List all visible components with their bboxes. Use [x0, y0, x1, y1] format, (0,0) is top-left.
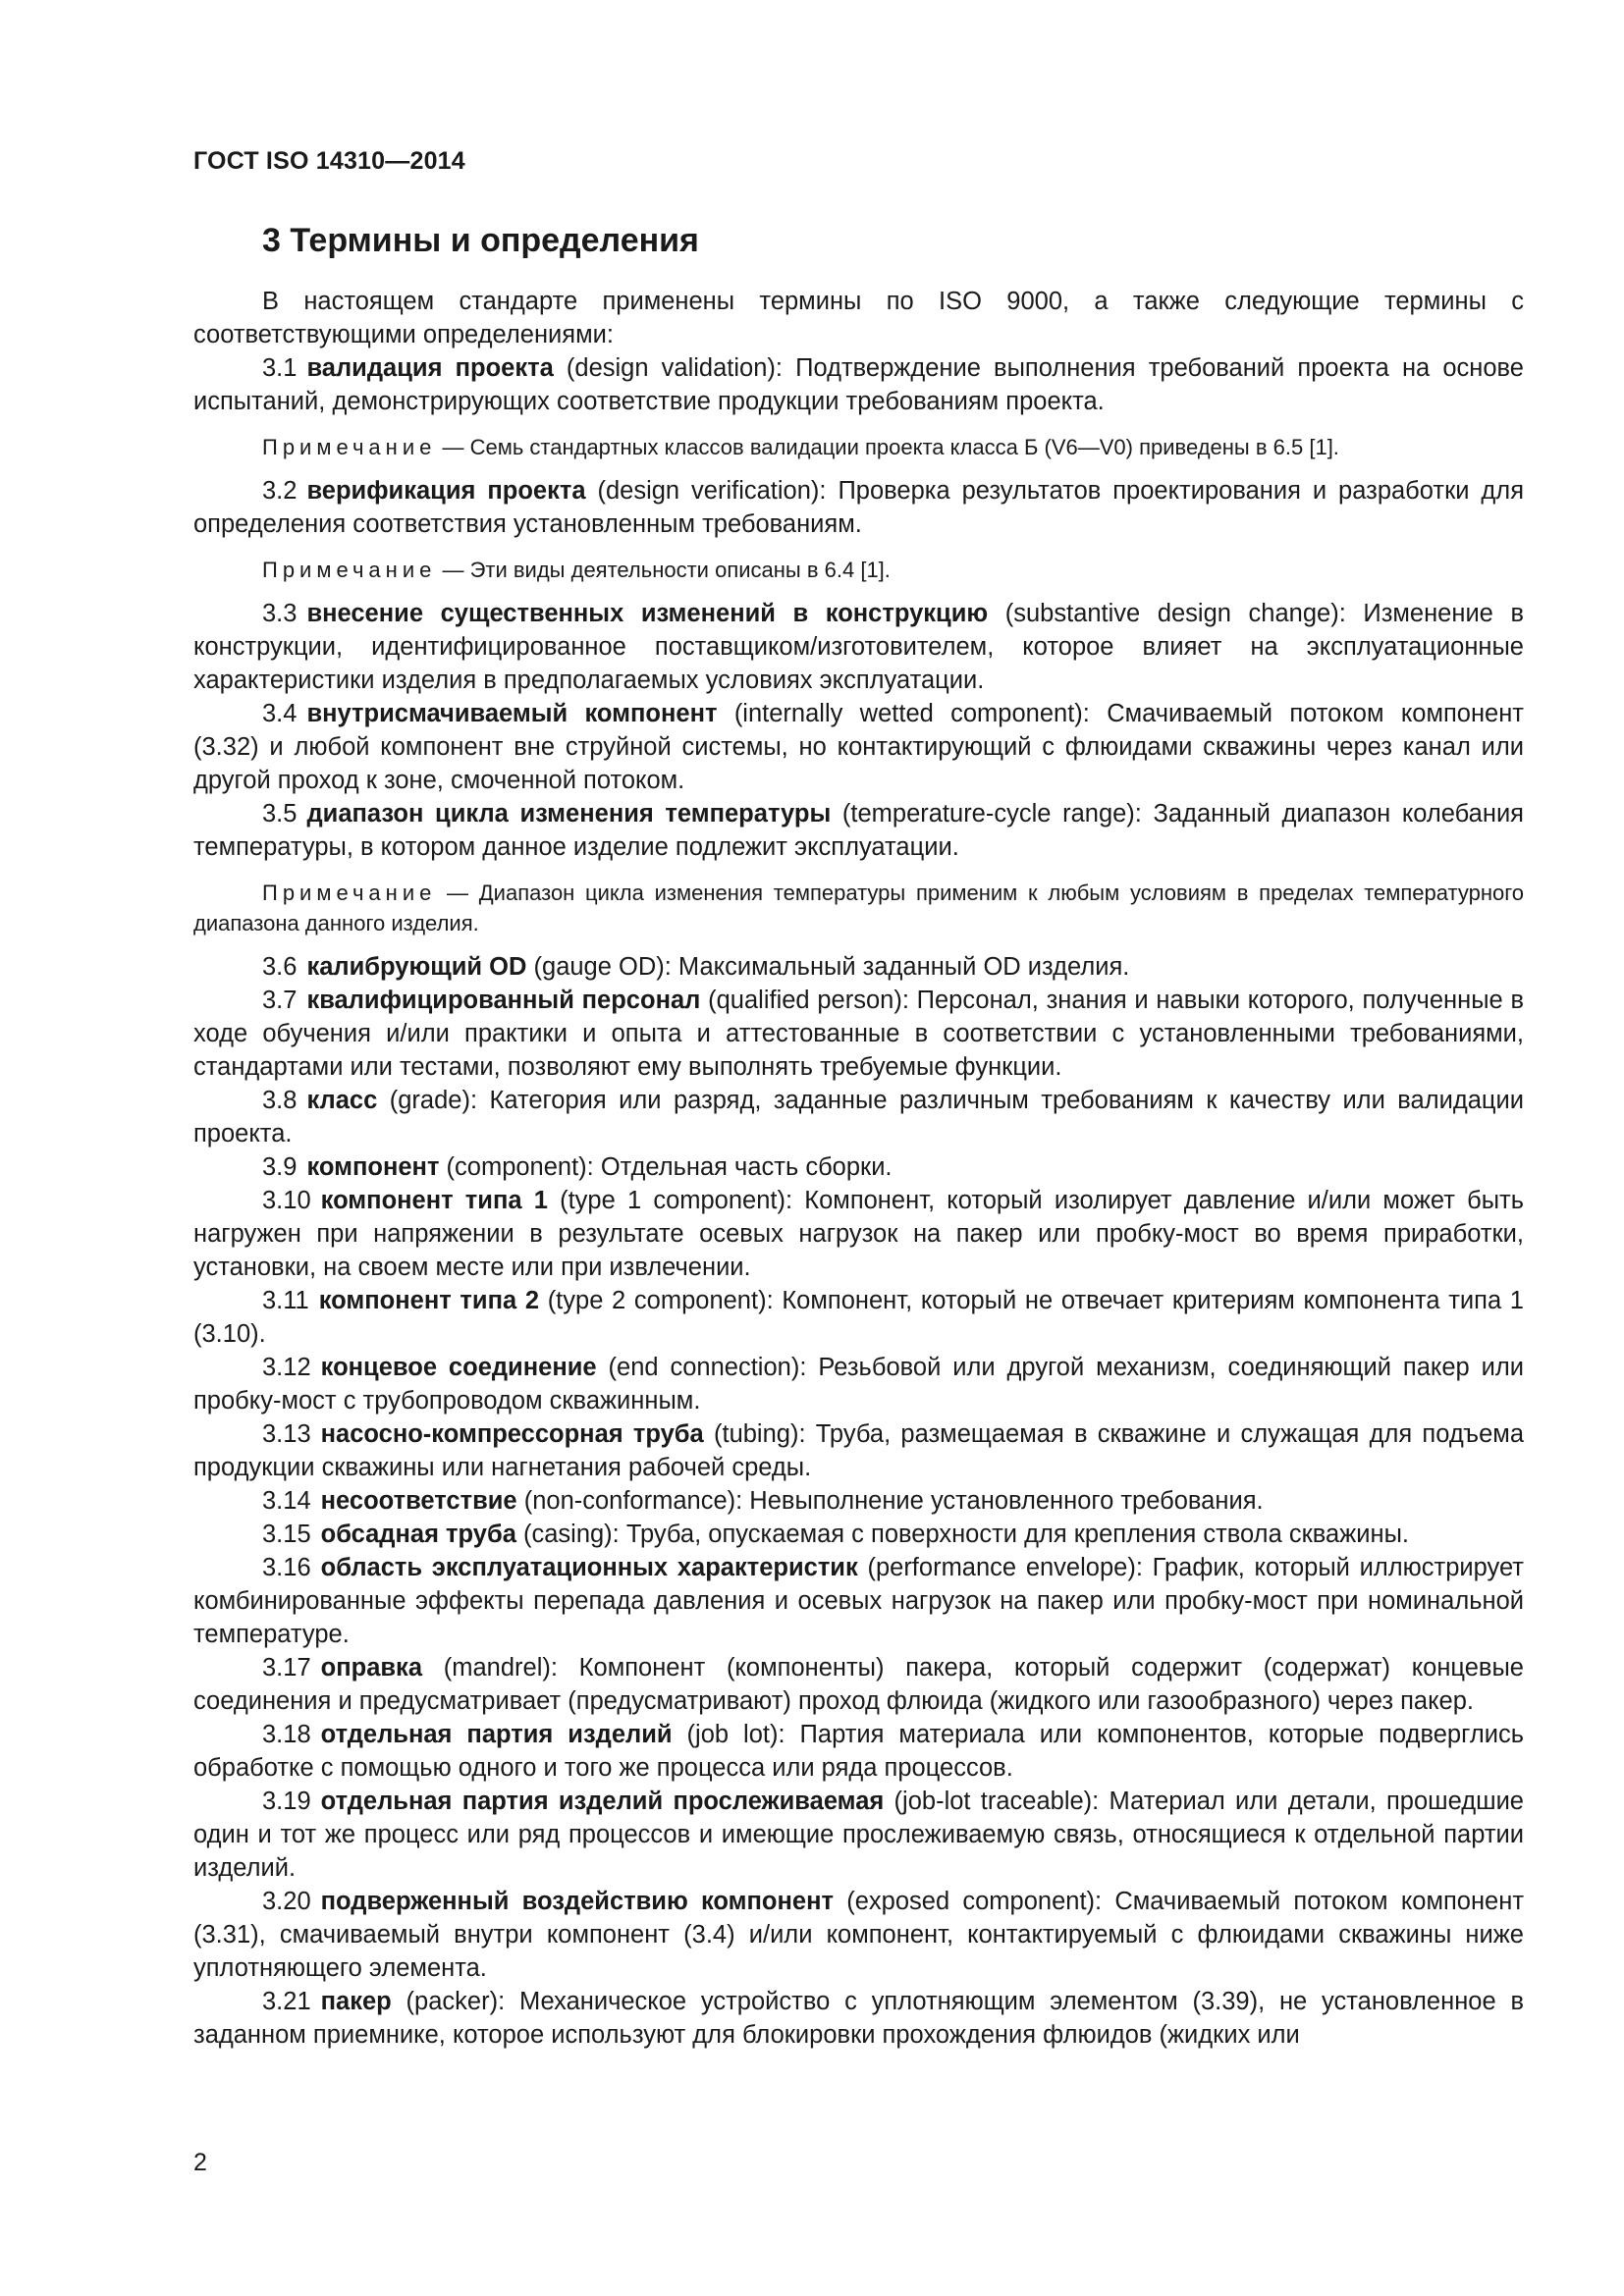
- entry-definition: (non-conformance): Невыполнение установленного требования.: [516, 1487, 1264, 1515]
- entry-number: 3.4: [262, 700, 298, 727]
- entry-number: 3.6: [262, 953, 298, 981]
- definition-entry: [193, 1518, 1524, 1551]
- entry-definition: (gauge OD): Максимальный заданный OD изделия.: [526, 953, 1130, 981]
- entry-term: калибрующий OD: [306, 953, 527, 981]
- entry-definition: (temperature-cycle range): Заданный диапазон колебания температуры, в котором данное изделие подлежит эксплуатации.: [193, 800, 1524, 861]
- document-code-header: ГОСТ ISO 14310—2014: [193, 147, 465, 175]
- section-title: 3 Термины и определения: [262, 222, 699, 259]
- entry-number: 3.17: [262, 1654, 311, 1682]
- entry-number: 3.12: [262, 1354, 311, 1381]
- entry-term: компонент типа 2: [318, 1287, 540, 1314]
- entry-term: несоответствие: [320, 1487, 517, 1515]
- entry-term: оправка: [320, 1654, 422, 1682]
- definition-entry: [193, 1551, 1524, 1651]
- entry-term: подверженный воздействию компонент: [320, 1888, 834, 1915]
- entry-term: диапазон цикла изменения температуры: [306, 800, 832, 828]
- entry-number: 3.8: [262, 1087, 298, 1114]
- entry-definition: (performance envelope): График, который иллюстрирует комбинированные эффекты перепада давления и осевых нагрузок на пакер или пробку-мост при номинальной температуре.: [193, 1554, 1524, 1648]
- entry-definition: (component): Отдельная часть сборки.: [439, 1153, 893, 1181]
- note: [193, 555, 1524, 585]
- note-dash: —: [436, 881, 479, 905]
- entry-definition: (job lot): Партия материала или компонентов, которые подверглись обработке с помощью одного и того же процесса или ряда процессов.: [193, 1721, 1524, 1782]
- definition-entry: [193, 1785, 1524, 1885]
- entry-number: 3.13: [262, 1420, 311, 1448]
- entry-term: насосно-компрессорная труба: [320, 1420, 704, 1448]
- definition-entry: [193, 950, 1524, 984]
- definition-entry: [193, 1284, 1524, 1351]
- entry-definition: (design validation): Подтверждение выполнения требований проекта на основе испытаний, демонстрирующих соответствие продукции требованиям проекта.: [193, 354, 1524, 415]
- entry-term: верификация проекта: [306, 477, 586, 505]
- entry-term: компонент типа 1: [320, 1187, 548, 1214]
- entry-term: класс: [306, 1087, 378, 1114]
- note-text: Диапазон цикла изменения температуры применим к любым условиям в пределах температурного диапазона данного изделия.: [193, 881, 1524, 935]
- definition-entry: [193, 1084, 1524, 1150]
- entry-number: 3.9: [262, 1153, 298, 1181]
- entry-term: пакер: [320, 1988, 392, 2015]
- entry-definition: (internally wetted component): Смачиваемый потоком компонент (3.32) и любой компонент вне струйной системы, но контактирующий с флюидами скважины через канал или другой проход к зоне, смоченной потоком.: [193, 700, 1524, 794]
- note: [193, 878, 1524, 938]
- entry-definition: (end connection): Резьбовой или другой механизм, соединяющий пакер или пробку-мост с трубопроводом скважинным.: [193, 1354, 1525, 1415]
- entry-number: 3.18: [262, 1721, 311, 1748]
- definition-entry: [193, 1985, 1524, 2052]
- definition-entry: [193, 597, 1524, 697]
- entry-term: область эксплуатационных характеристик: [320, 1554, 858, 1581]
- note-dash: —: [436, 435, 470, 459]
- note: [193, 432, 1524, 462]
- note-label: Примечание: [262, 881, 437, 905]
- definition-entry: [193, 1885, 1524, 1985]
- entry-number: 3.16: [262, 1554, 311, 1581]
- entry-term: внесение существенных изменений в конструкцию: [306, 600, 989, 627]
- definition-entry: [193, 1150, 1524, 1184]
- definition-entry: [193, 1184, 1524, 1284]
- entry-definition: (packer): Механическое устройство с уплотняющим элементом (3.39), не установленное в заданном приемнике, которое используют для блокировки прохождения флюидов (жидких или: [193, 1988, 1524, 2049]
- entry-definition: (type 1 component): Компонент, который изолирует давление и/или может быть нагружен при напряжении в результате осевых нагрузок на пакер или пробку-мост во время приработки, установки, на своем месте или при извлечении.: [193, 1187, 1524, 1281]
- entry-number: 3.15: [262, 1521, 311, 1548]
- entry-definition: (job-lot traceable): Материал или детали, прошедшие один и тот же процесс или ряд процессов и имеющие прослеживаемую связь, относящиеся к отдельной партии изделий.: [193, 1788, 1524, 1882]
- entry-number: 3.14: [262, 1487, 311, 1515]
- note-label: Примечание: [262, 435, 437, 459]
- entry-definition: (exposed component): Смачиваемый потоком компонент (3.31), смачиваемый внутри компонент (3.4) и/или компонент, контактируемый с флюидами скважины ниже уплотняющего элемента.: [193, 1888, 1524, 1982]
- entry-definition: (design verification): Проверка результатов проектирования и разработки для определения соответствия установленным требованиям.: [193, 477, 1524, 538]
- entry-definition: (tubing): Труба, размещаемая в скважине и служащая для подъема продукции скважины или нагнетания рабочей среды.: [193, 1420, 1525, 1481]
- entry-term: квалифицированный персонал: [306, 987, 701, 1014]
- entry-term: внутрисмачиваемый компонент: [306, 700, 718, 727]
- note-dash: —: [436, 558, 470, 582]
- entry-term: компонент: [306, 1153, 440, 1181]
- entry-definition: (mandrel): Компонент (компоненты) пакера, который содержит (содержат) концевые соединения и предусматривает (предусматривают) проход флюида (жидкого или газообразного) через пакер.: [193, 1654, 1524, 1715]
- definition-entry: [193, 1351, 1524, 1417]
- entry-definition: (type 2 component): Компонент, который не отвечает критериям компонента типа 1 (3.10).: [193, 1287, 1524, 1348]
- entry-number: 3.10: [262, 1187, 311, 1214]
- page-number: 2: [193, 2149, 207, 2176]
- entry-definition: (casing): Труба, опускаемая с поверхности для крепления ствола скважины.: [515, 1521, 1409, 1548]
- entry-number: 3.21: [262, 1988, 311, 2015]
- entry-number: 3.20: [262, 1888, 311, 1915]
- definition-entry: [193, 474, 1524, 541]
- definition-entry: [193, 697, 1524, 797]
- intro-paragraph: В настоящем стандарте применены термины по ISO 9000, а также следующие термины с соответствующими определениями:: [193, 288, 1524, 348]
- entry-definition: (grade): Категория или разряд, заданные различным требованиям к качеству или валидации проекта.: [193, 1087, 1524, 1148]
- definition-entry: [193, 1651, 1524, 1718]
- entry-number: 3.19: [262, 1788, 311, 1815]
- entry-term: отдельная партия изделий прослеживаемая: [320, 1788, 885, 1815]
- note-label: Примечание: [262, 558, 437, 582]
- entry-number: 3.11: [262, 1287, 309, 1314]
- definitions-body: [193, 285, 1524, 2052]
- entry-term: концевое соединение: [320, 1354, 597, 1381]
- note-text: Эти виды деятельности описаны в 6.4 [1].: [469, 558, 891, 582]
- entry-term: валидация проекта: [306, 354, 554, 382]
- entry-number: 3.3: [262, 600, 298, 627]
- entry-definition: (substantive design change): Изменение в конструкции, идентифицированное поставщиком/изготовителем, которое влияет на эксплуатационные характеристики изделия в предполагаемых условиях эксплуатации.: [193, 600, 1524, 694]
- definition-entry: [193, 1484, 1524, 1518]
- note-text: Семь стандартных классов валидации проекта класса Б (V6—V0) приведены в 6.5 [1].: [469, 435, 1339, 459]
- entry-number: 3.1: [262, 354, 298, 382]
- entry-term: отдельная партия изделий: [320, 1721, 673, 1748]
- definition-entry: [193, 797, 1524, 864]
- entry-definition: (qualified person): Персонал, знания и навыки которого, полученные в ходе обучения и/или практики и опыта и аттестованные в соответствии с установленными требованиями, стандартами или тестами, позволяют ему выполнять требуемые функции.: [193, 987, 1525, 1081]
- entry-number: 3.7: [262, 987, 298, 1014]
- definition-entry: [193, 351, 1524, 418]
- entry-term: обсадная труба: [320, 1521, 516, 1548]
- definition-entry: [193, 984, 1524, 1084]
- definition-entry: [193, 1417, 1524, 1484]
- entry-number: 3.2: [262, 477, 298, 505]
- definition-entry: [193, 1718, 1524, 1785]
- entry-number: 3.5: [262, 800, 298, 828]
